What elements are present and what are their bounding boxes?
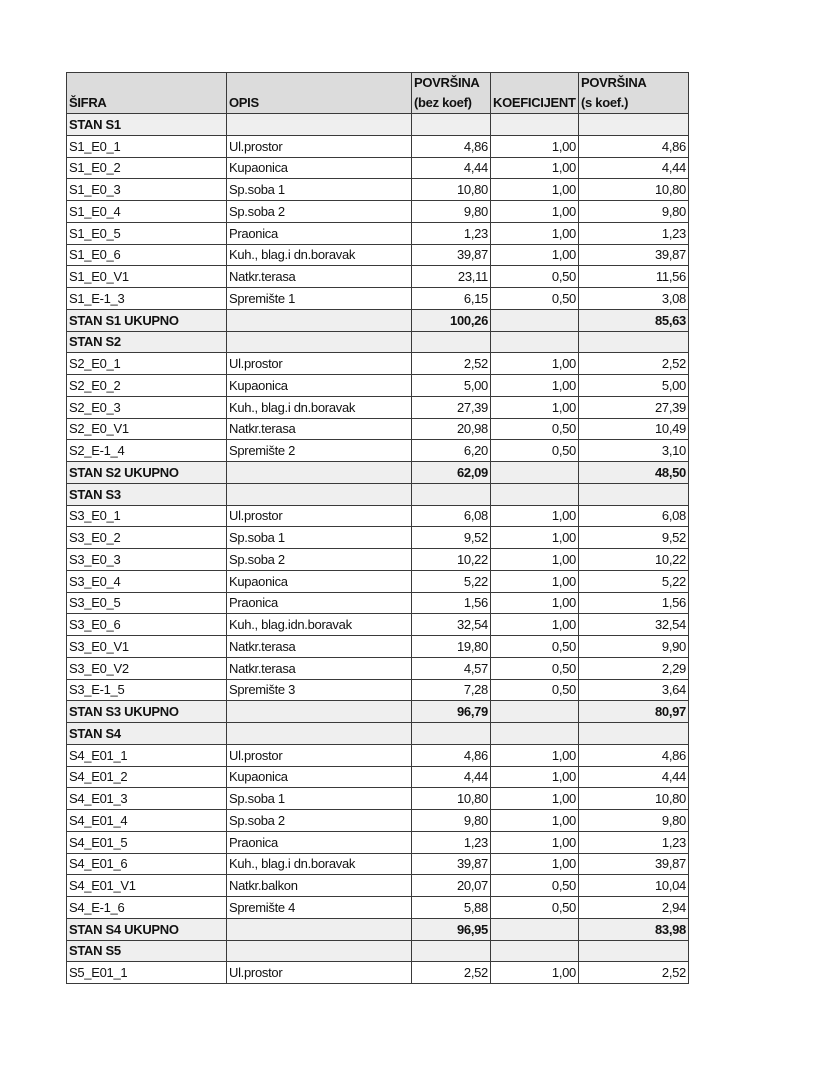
cell-sifra: S1_E0_1 (67, 135, 227, 157)
cell-koeficijent: 1,00 (491, 549, 579, 571)
cell-sifra: S4_E01_2 (67, 766, 227, 788)
cell-povrsina-bez-koef: 23,11 (412, 266, 491, 288)
cell-sifra: S2_E0_2 (67, 375, 227, 397)
cell-povrsina-s-koef (579, 331, 689, 353)
table-row (67, 679, 689, 701)
cell-sifra: STAN S4 (67, 723, 227, 745)
cell-povrsina-s-koef: 9,52 (579, 527, 689, 549)
cell-povrsina-bez-koef: 4,86 (412, 135, 491, 157)
cell-povrsina-bez-koef: 10,80 (412, 788, 491, 810)
cell-povrsina-s-koef: 5,00 (579, 375, 689, 397)
cell-povrsina-s-koef: 3,64 (579, 679, 689, 701)
cell-povrsina-bez-koef: 4,44 (412, 157, 491, 179)
table-row (67, 897, 689, 919)
cell-povrsina-s-koef: 9,90 (579, 636, 689, 658)
cell-povrsina-bez-koef: 4,86 (412, 744, 491, 766)
table-row (67, 375, 689, 397)
cell-koeficijent (491, 483, 579, 505)
cell-koeficijent: 1,00 (491, 527, 579, 549)
table-row (67, 962, 689, 984)
cell-povrsina-s-koef: 83,98 (579, 918, 689, 940)
cell-opis (227, 309, 412, 331)
cell-opis: Sp.soba 2 (227, 810, 412, 832)
cell-sifra: S1_E0_2 (67, 157, 227, 179)
cell-opis: Kuh., blag.i dn.boravak (227, 396, 412, 418)
table-row (67, 636, 689, 658)
group-header-row (67, 483, 689, 505)
cell-koeficijent: 1,00 (491, 592, 579, 614)
cell-koeficijent: 1,00 (491, 375, 579, 397)
cell-povrsina-s-koef: 32,54 (579, 614, 689, 636)
cell-povrsina-s-koef: 39,87 (579, 853, 689, 875)
cell-opis: Praonica (227, 592, 412, 614)
cell-opis: Spremište 2 (227, 440, 412, 462)
cell-povrsina-bez-koef: 39,87 (412, 244, 491, 266)
header-povrsina-s-koef: POVRŠINA (s koef.) (579, 73, 689, 114)
cell-sifra: STAN S2 UKUPNO (67, 462, 227, 484)
cell-opis: Kuh., blag.i dn.boravak (227, 244, 412, 266)
cell-sifra: S2_E0_V1 (67, 418, 227, 440)
cell-opis (227, 723, 412, 745)
cell-povrsina-bez-koef: 10,80 (412, 179, 491, 201)
table-row (67, 614, 689, 636)
cell-opis: Ul.prostor (227, 505, 412, 527)
cell-povrsina-s-koef: 3,08 (579, 288, 689, 310)
cell-povrsina-bez-koef: 2,52 (412, 353, 491, 375)
cell-sifra: S3_E0_V1 (67, 636, 227, 658)
table-body (67, 114, 689, 984)
cell-povrsina-bez-koef: 20,98 (412, 418, 491, 440)
cell-koeficijent: 1,00 (491, 570, 579, 592)
cell-sifra: STAN S1 UKUPNO (67, 309, 227, 331)
cell-opis: Natkr.terasa (227, 636, 412, 658)
cell-koeficijent: 1,00 (491, 744, 579, 766)
cell-koeficijent: 1,00 (491, 853, 579, 875)
cell-sifra: S4_E01_6 (67, 853, 227, 875)
cell-povrsina-bez-koef (412, 940, 491, 962)
cell-povrsina-bez-koef: 10,22 (412, 549, 491, 571)
cell-koeficijent: 0,50 (491, 636, 579, 658)
cell-koeficijent: 1,00 (491, 244, 579, 266)
cell-povrsina-bez-koef: 9,52 (412, 527, 491, 549)
cell-opis: Sp.soba 2 (227, 549, 412, 571)
cell-povrsina-bez-koef: 9,80 (412, 810, 491, 832)
cell-sifra: S1_E0_4 (67, 201, 227, 223)
cell-povrsina-bez-koef: 7,28 (412, 679, 491, 701)
cell-opis: Natkr.balkon (227, 875, 412, 897)
cell-opis: Natkr.terasa (227, 266, 412, 288)
table-row (67, 288, 689, 310)
cell-koeficijent: 1,00 (491, 179, 579, 201)
cell-opis: Praonica (227, 222, 412, 244)
table-row (67, 157, 689, 179)
group-header-row (67, 940, 689, 962)
cell-sifra: S4_E01_4 (67, 810, 227, 832)
cell-povrsina-s-koef: 10,80 (579, 788, 689, 810)
cell-koeficijent: 0,50 (491, 679, 579, 701)
cell-koeficijent: 1,00 (491, 766, 579, 788)
table-row (67, 396, 689, 418)
cell-sifra: S4_E01_V1 (67, 875, 227, 897)
cell-opis: Kupaonica (227, 570, 412, 592)
cell-povrsina-s-koef: 4,44 (579, 157, 689, 179)
cell-povrsina-bez-koef: 100,26 (412, 309, 491, 331)
cell-sifra: STAN S4 UKUPNO (67, 918, 227, 940)
cell-povrsina-s-koef: 85,63 (579, 309, 689, 331)
table-row (67, 853, 689, 875)
cell-sifra: S1_E0_3 (67, 179, 227, 201)
cell-sifra: S3_E0_5 (67, 592, 227, 614)
cell-opis: Kuh., blag.idn.boravak (227, 614, 412, 636)
cell-koeficijent: 0,50 (491, 657, 579, 679)
cell-opis (227, 462, 412, 484)
cell-koeficijent: 0,50 (491, 440, 579, 462)
cell-sifra: S4_E-1_6 (67, 897, 227, 919)
cell-povrsina-bez-koef: 1,23 (412, 222, 491, 244)
table-row (67, 831, 689, 853)
cell-opis: Ul.prostor (227, 744, 412, 766)
table-row (67, 744, 689, 766)
cell-opis (227, 114, 412, 136)
cell-sifra: S2_E0_1 (67, 353, 227, 375)
cell-povrsina-bez-koef: 4,44 (412, 766, 491, 788)
cell-opis: Spremište 4 (227, 897, 412, 919)
cell-koeficijent (491, 462, 579, 484)
cell-povrsina-s-koef: 11,56 (579, 266, 689, 288)
cell-koeficijent: 1,00 (491, 505, 579, 527)
cell-povrsina-s-koef: 2,94 (579, 897, 689, 919)
cell-opis (227, 701, 412, 723)
cell-sifra: S2_E0_3 (67, 396, 227, 418)
cell-povrsina-s-koef: 48,50 (579, 462, 689, 484)
cell-sifra: STAN S3 UKUPNO (67, 701, 227, 723)
table-row (67, 505, 689, 527)
cell-povrsina-s-koef: 1,23 (579, 831, 689, 853)
header-row (67, 73, 689, 114)
cell-povrsina-s-koef: 9,80 (579, 201, 689, 223)
cell-povrsina-s-koef: 39,87 (579, 244, 689, 266)
table-header (67, 73, 689, 114)
table-row (67, 810, 689, 832)
cell-koeficijent: 0,50 (491, 897, 579, 919)
cell-povrsina-s-koef: 4,86 (579, 135, 689, 157)
table-row (67, 201, 689, 223)
cell-sifra: S4_E01_3 (67, 788, 227, 810)
cell-sifra: S3_E0_4 (67, 570, 227, 592)
cell-sifra: S3_E0_V2 (67, 657, 227, 679)
cell-opis (227, 331, 412, 353)
cell-povrsina-s-koef: 2,52 (579, 962, 689, 984)
cell-povrsina-bez-koef: 19,80 (412, 636, 491, 658)
total-row (67, 918, 689, 940)
cell-opis (227, 940, 412, 962)
table-row (67, 570, 689, 592)
cell-sifra: STAN S3 (67, 483, 227, 505)
group-header-row (67, 723, 689, 745)
cell-koeficijent: 1,00 (491, 201, 579, 223)
cell-povrsina-s-koef (579, 940, 689, 962)
cell-opis: Kupaonica (227, 375, 412, 397)
table-row (67, 592, 689, 614)
table-row (67, 244, 689, 266)
cell-koeficijent (491, 918, 579, 940)
cell-opis: Natkr.terasa (227, 418, 412, 440)
cell-povrsina-bez-koef (412, 114, 491, 136)
cell-koeficijent: 1,00 (491, 353, 579, 375)
cell-povrsina-s-koef: 4,86 (579, 744, 689, 766)
header-koeficijent: KOEFICIJENT (491, 73, 579, 114)
cell-povrsina-bez-koef: 96,79 (412, 701, 491, 723)
cell-povrsina-bez-koef: 6,08 (412, 505, 491, 527)
cell-povrsina-s-koef: 9,80 (579, 810, 689, 832)
table-row (67, 135, 689, 157)
cell-koeficijent: 1,00 (491, 614, 579, 636)
cell-koeficijent: 1,00 (491, 396, 579, 418)
table-row (67, 179, 689, 201)
cell-koeficijent: 1,00 (491, 788, 579, 810)
header-opis: OPIS (227, 73, 412, 114)
cell-povrsina-bez-koef: 1,56 (412, 592, 491, 614)
cell-sifra: S3_E0_1 (67, 505, 227, 527)
cell-povrsina-s-koef: 27,39 (579, 396, 689, 418)
cell-sifra: S1_E0_6 (67, 244, 227, 266)
cell-opis: Kupaonica (227, 766, 412, 788)
table-row (67, 788, 689, 810)
cell-povrsina-s-koef: 10,22 (579, 549, 689, 571)
cell-opis: Spremište 3 (227, 679, 412, 701)
table-row (67, 549, 689, 571)
cell-sifra: S2_E-1_4 (67, 440, 227, 462)
cell-opis (227, 483, 412, 505)
cell-koeficijent: 1,00 (491, 962, 579, 984)
cell-povrsina-bez-koef: 2,52 (412, 962, 491, 984)
cell-povrsina-bez-koef: 20,07 (412, 875, 491, 897)
cell-povrsina-s-koef (579, 483, 689, 505)
cell-sifra: STAN S1 (67, 114, 227, 136)
table-row (67, 440, 689, 462)
table-row (67, 875, 689, 897)
cell-opis: Kuh., blag.i dn.boravak (227, 853, 412, 875)
cell-povrsina-s-koef: 4,44 (579, 766, 689, 788)
cell-koeficijent: 1,00 (491, 157, 579, 179)
total-row (67, 309, 689, 331)
cell-koeficijent: 0,50 (491, 288, 579, 310)
cell-povrsina-s-koef: 10,80 (579, 179, 689, 201)
cell-koeficijent (491, 940, 579, 962)
cell-koeficijent (491, 331, 579, 353)
cell-sifra: S1_E-1_3 (67, 288, 227, 310)
table-row (67, 418, 689, 440)
cell-koeficijent: 0,50 (491, 875, 579, 897)
cell-povrsina-s-koef: 5,22 (579, 570, 689, 592)
cell-koeficijent: 0,50 (491, 418, 579, 440)
cell-povrsina-bez-koef (412, 483, 491, 505)
cell-opis: Sp.soba 1 (227, 788, 412, 810)
cell-sifra: S1_E0_V1 (67, 266, 227, 288)
cell-koeficijent: 1,00 (491, 222, 579, 244)
cell-opis: Ul.prostor (227, 962, 412, 984)
cell-sifra: S3_E0_3 (67, 549, 227, 571)
cell-povrsina-bez-koef: 9,80 (412, 201, 491, 223)
cell-opis: Natkr.terasa (227, 657, 412, 679)
cell-povrsina-s-koef: 2,29 (579, 657, 689, 679)
cell-povrsina-bez-koef: 27,39 (412, 396, 491, 418)
cell-sifra: S3_E0_2 (67, 527, 227, 549)
cell-sifra: STAN S5 (67, 940, 227, 962)
cell-povrsina-s-koef: 6,08 (579, 505, 689, 527)
table-row (67, 657, 689, 679)
header-povrsina-bez-koef: POVRŠINA (bez koef) (412, 73, 491, 114)
header-sifra: ŠIFRA (67, 73, 227, 114)
table-row (67, 527, 689, 549)
cell-povrsina-bez-koef (412, 723, 491, 745)
cell-povrsina-s-koef: 10,04 (579, 875, 689, 897)
cell-sifra: S3_E-1_5 (67, 679, 227, 701)
cell-koeficijent (491, 723, 579, 745)
cell-opis: Ul.prostor (227, 353, 412, 375)
cell-koeficijent: 0,50 (491, 266, 579, 288)
cell-opis: Sp.soba 2 (227, 201, 412, 223)
cell-povrsina-s-koef (579, 723, 689, 745)
group-header-row (67, 331, 689, 353)
cell-povrsina-s-koef: 10,49 (579, 418, 689, 440)
cell-opis: Sp.soba 1 (227, 179, 412, 201)
cell-povrsina-bez-koef: 4,57 (412, 657, 491, 679)
cell-opis: Praonica (227, 831, 412, 853)
cell-opis: Spremište 1 (227, 288, 412, 310)
table-row (67, 266, 689, 288)
cell-sifra: S1_E0_5 (67, 222, 227, 244)
cell-povrsina-s-koef: 1,56 (579, 592, 689, 614)
total-row (67, 701, 689, 723)
cell-koeficijent (491, 309, 579, 331)
cell-povrsina-bez-koef (412, 331, 491, 353)
cell-koeficijent (491, 114, 579, 136)
cell-povrsina-bez-koef: 5,00 (412, 375, 491, 397)
area-table (66, 72, 689, 984)
cell-sifra: S3_E0_6 (67, 614, 227, 636)
cell-povrsina-s-koef: 1,23 (579, 222, 689, 244)
cell-koeficijent: 1,00 (491, 831, 579, 853)
table-row (67, 766, 689, 788)
cell-povrsina-s-koef: 80,97 (579, 701, 689, 723)
cell-koeficijent: 1,00 (491, 135, 579, 157)
cell-povrsina-bez-koef: 1,23 (412, 831, 491, 853)
cell-povrsina-s-koef: 3,10 (579, 440, 689, 462)
cell-opis (227, 918, 412, 940)
cell-povrsina-bez-koef: 5,22 (412, 570, 491, 592)
cell-povrsina-bez-koef: 96,95 (412, 918, 491, 940)
cell-povrsina-bez-koef: 6,20 (412, 440, 491, 462)
cell-koeficijent (491, 701, 579, 723)
group-header-row (67, 114, 689, 136)
cell-povrsina-bez-koef: 32,54 (412, 614, 491, 636)
cell-opis: Ul.prostor (227, 135, 412, 157)
cell-povrsina-bez-koef: 6,15 (412, 288, 491, 310)
table-row (67, 353, 689, 375)
cell-sifra: S4_E01_5 (67, 831, 227, 853)
cell-povrsina-s-koef (579, 114, 689, 136)
cell-povrsina-bez-koef: 62,09 (412, 462, 491, 484)
cell-povrsina-bez-koef: 5,88 (412, 897, 491, 919)
cell-sifra: STAN S2 (67, 331, 227, 353)
cell-opis: Sp.soba 1 (227, 527, 412, 549)
total-row (67, 462, 689, 484)
cell-povrsina-bez-koef: 39,87 (412, 853, 491, 875)
cell-koeficijent: 1,00 (491, 810, 579, 832)
cell-povrsina-s-koef: 2,52 (579, 353, 689, 375)
cell-opis: Kupaonica (227, 157, 412, 179)
cell-sifra: S5_E01_1 (67, 962, 227, 984)
cell-sifra: S4_E01_1 (67, 744, 227, 766)
table-row (67, 222, 689, 244)
